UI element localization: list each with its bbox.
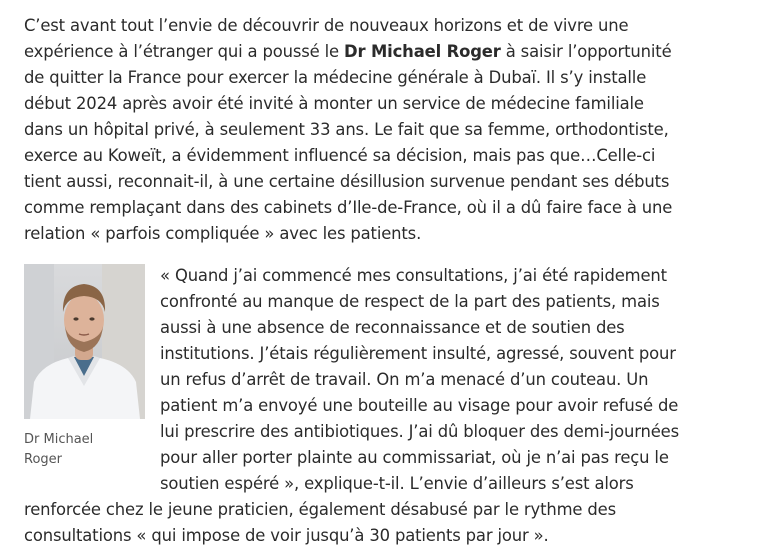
text-line: patient m’a envoyé une bouteille au visage pour avoir refusé de bbox=[160, 396, 679, 415]
text-line: consultations « qui impose de voir jusqu’à 30 patients par jour ». bbox=[24, 526, 549, 545]
text-span: expérience à l’étranger qui a poussé le bbox=[24, 42, 345, 61]
portrait-illustration bbox=[24, 264, 145, 419]
text-line bbox=[24, 39, 672, 65]
text-line: de quitter la France pour exercer la médecine générale à Dubaï. Il s’y installe bbox=[24, 68, 647, 87]
text-line: un refus d’arrêt de travail. On m’a menacé d’un couteau. Un bbox=[160, 370, 649, 389]
text-line: lui prescrire des antibiotiques. J’ai dû bloquer des demi-journées bbox=[160, 422, 679, 441]
caption-line: Roger bbox=[24, 452, 62, 467]
photo-caption bbox=[24, 430, 144, 470]
caption-line: Dr Michael bbox=[24, 432, 94, 447]
text-span: à saisir l’opportunité bbox=[500, 42, 672, 61]
text-line: institutions. J’étais régulièrement insulté, agressé, souvent pour bbox=[160, 344, 676, 363]
text-line: pour aller porter plainte au commissariat, où je n’ai pas reçu le bbox=[160, 448, 669, 467]
text-line: soutien espéré », explique-t-il. L’envie d’ailleurs s’est alors bbox=[160, 474, 634, 493]
text-line: tient aussi, reconnait-il, à une certaine désillusion survenue pendant ses débuts bbox=[24, 172, 670, 191]
text-line: aussi à une absence de reconnaissance et de soutien des bbox=[160, 318, 625, 337]
text-line: exerce au Koweït, a évidemment influencé sa décision, mais pas que…Celle-ci bbox=[24, 146, 656, 165]
text-line: C’est avant tout l’envie de découvrir de nouveaux horizons et de vivre une bbox=[24, 16, 629, 35]
text-line: renforcée chez le jeune praticien, également désabusé par le rythme des bbox=[24, 500, 616, 519]
text-line: comme remplaçant dans des cabinets d’Ile-de-France, où il a dû faire face à une bbox=[24, 198, 673, 217]
text-line: confronté au manque de respect de la part des patients, mais bbox=[160, 292, 660, 311]
doctor-portrait-photo bbox=[24, 264, 145, 419]
text-line: « Quand j’ai commencé mes consultations, j’ai été rapidement bbox=[160, 266, 667, 285]
text-line: dans un hôpital privé, à seulement 33 ans. Le fait que sa femme, orthodontiste, bbox=[24, 120, 669, 139]
doctor-name: Dr Michael Roger bbox=[344, 42, 501, 61]
text-line: relation « parfois compliquée » avec les patients. bbox=[24, 224, 422, 243]
text-line: début 2024 après avoir été invité à monter un service de médecine familiale bbox=[24, 94, 644, 113]
